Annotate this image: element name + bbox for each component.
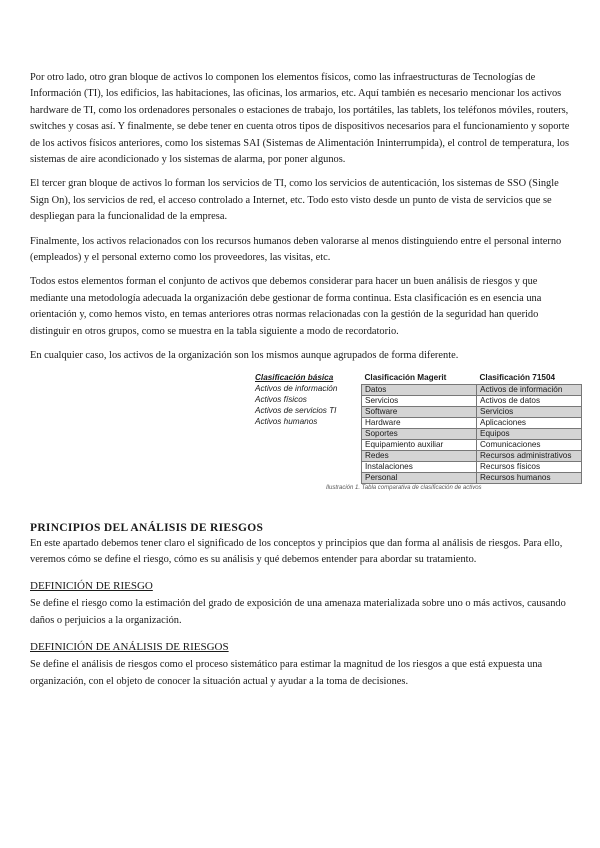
table-cell: Recursos físicos <box>477 461 582 472</box>
subsection-title-risk: DEFINICIÓN DE RIESGO <box>30 580 153 593</box>
table-cell: Servicios <box>362 395 477 406</box>
header-basic: Clasificación básica <box>255 373 334 383</box>
table-cell: Recursos humanos <box>477 472 582 483</box>
table-cell: Redes <box>362 450 477 461</box>
table-cell: Servicios <box>477 406 582 417</box>
classification-table <box>252 373 582 484</box>
paragraph-physical-assets: Por otro lado, otro gran bloque de activos lo componen los elementos físicos, como las infraestructuras de Tecnologías de Información (TI), los edificios, las habitaciones, las oficinas, los armarios, etc. Aquí también es necesario mencionar los activos hardware de TI, como los ordenadores personales o estaciones de trabajo, los portátiles, las tablets, los teléfonos móviles, routers, switches y cosas así. Y finalmente, se debe tener en cuenta otros tipos de dispositivos necesarios para el funcionamiento y soporte de los activos físicos anteriores, como los sistemas SAI (Sistemas de Alimentación Ininterrumpida), el control de temperatura, los sistemas de aire acondicionado y los sistemas de alarma, por poner algunos. <box>30 72 570 166</box>
table-cell: Soportes <box>362 428 477 439</box>
table-cell: Activos humanos <box>255 417 318 426</box>
table-cell: Activos de servicios TI <box>255 406 337 415</box>
table-cell: Software <box>362 406 477 417</box>
table-cell <box>252 439 362 450</box>
table-row <box>252 428 582 439</box>
table-cell: Datos <box>362 384 477 395</box>
subsection-title-risk-analysis: DEFINICIÓN DE ANÁLISIS DE RIESGOS <box>30 641 229 654</box>
table-cell: Instalaciones <box>362 461 477 472</box>
paragraph-human-resources: Finalmente, los activos relacionados con los recursos humanos deben valorarse al menos distinguiendo entre el personal interno (empleados) y el personal externo como los proveedores, las visitas, etc. <box>30 235 562 264</box>
table-cell: Activos de información <box>477 384 582 395</box>
table-header-row <box>252 373 582 385</box>
table-row <box>252 384 582 395</box>
table-cell: Personal <box>362 472 477 483</box>
table-row <box>252 439 582 450</box>
table-cell <box>252 461 362 472</box>
table-cell: Equipos <box>477 428 582 439</box>
header-71504: Clasificación 71504 <box>479 373 556 382</box>
table-row <box>252 417 582 428</box>
document-page <box>30 70 570 698</box>
table-cell: Comunicaciones <box>477 439 582 450</box>
table-row <box>252 461 582 472</box>
table-cell <box>252 450 362 461</box>
section-intro: En este apartado debemos tener claro el significado de los conceptos y principios que dan forma al análisis de riesgos. Para ello, veremos cómo se define el riesgo, cómo es su análisis y qué debemos entender para abordar su tratamiento. <box>30 537 563 565</box>
subsection-text-risk-analysis: Se define el análisis de riesgos como el proceso sistemático para estimar la magnitud de los riesgos a que está expuesta una organización, con el objeto de conocer la situación actual y ayudar a la toma de decisiones. <box>30 659 543 687</box>
table-cell <box>252 428 362 439</box>
table-cell: Hardware <box>362 417 477 428</box>
table-cell: Aplicaciones <box>477 417 582 428</box>
table-row <box>252 450 582 461</box>
classification-table-block <box>252 373 582 491</box>
table-row <box>252 472 582 483</box>
table-cell: Recursos administrativos <box>477 450 582 461</box>
table-row <box>252 406 582 417</box>
paragraph-asset-set: Todos estos elementos forman el conjunto de activos que debemos considerar para hacer un buen análisis de riesgos y que mediante una metodología adecuada la organización debe gestionar de forma continua. Esta clasificación es en esencia una orientación y, como hemos visto, en temas anteriores otras normas relacionadas con la gestión de la seguridad han querido distinguir en otros grupos, como se muestra en la tabla siguiente a modo de recordatorio. <box>30 276 542 337</box>
table-cell: Activos de datos <box>477 395 582 406</box>
paragraph-same-assets: En cualquier caso, los activos de la organización son los mismos aunque agrupados de forma diferente. <box>30 350 459 362</box>
paragraph-it-services: El tercer gran bloque de activos lo forman los servicios de TI, como los servicios de autenticación, los sistemas de SSO (Single Sign On), los servicios de red, el acceso controlado a Internet, etc. Todo esto visto desde un punto de vista de servicios que se despliegan para la funcionalidad de la empresa. <box>30 178 559 223</box>
subsection-text-risk: Se define el riesgo como la estimación del grado de exposición de una amenaza materializada sobre uno o más activos, causando daños o perjuicios a la organización. <box>30 598 566 626</box>
table-row <box>252 395 582 406</box>
section-title: PRINCIPIOS DEL ANÁLISIS DE RIESGOS <box>30 521 264 534</box>
table-cell: Equipamiento auxiliar <box>362 439 477 450</box>
header-magerit: Clasificación Magerit <box>364 373 447 382</box>
table-cell: Activos físicos <box>255 395 307 404</box>
table-caption: Ilustración 1. Tabla comparativa de clasificación de activos <box>326 484 482 491</box>
table-cell <box>252 472 362 483</box>
table-cell: Activos de información <box>255 384 338 393</box>
